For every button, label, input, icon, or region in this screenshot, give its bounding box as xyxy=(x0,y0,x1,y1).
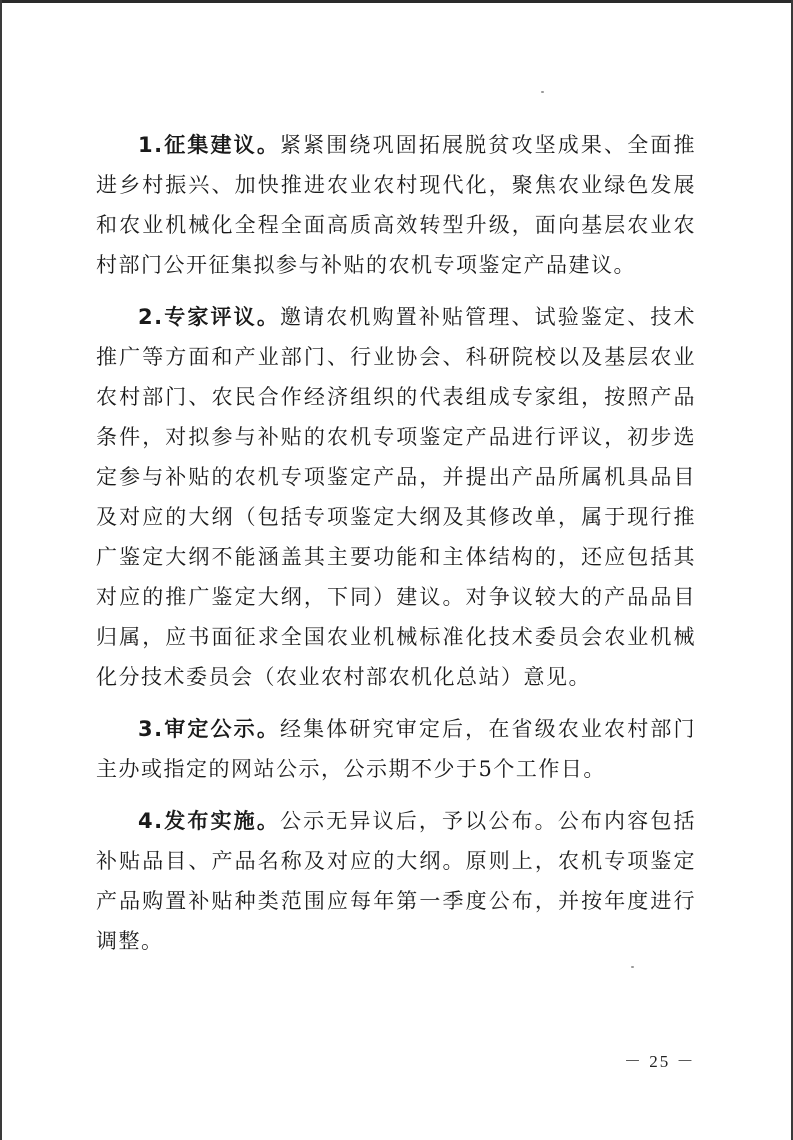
paragraph-publish-implement xyxy=(96,801,696,961)
paragraph-text: 紧紧围绕巩固拓展脱贫攻坚成果、全面推进乡村振兴、加快推进农业农村现代化，聚焦农业绿色发展和农业机械化全程全面高质高效转型升级，面向基层农业农村部门公开征集拟参与补贴的农机专项鉴定产品建议。 xyxy=(96,133,697,277)
paragraph-text: 邀请农机购置补贴管理、试验鉴定、技术推广等方面和产业部门、行业协会、科研院校以及基层农业农村部门、农民合作经济组织的代表组成专家组，按照产品条件，对拟参与补贴的农机专项鉴定产品进行评议，初步选定参与补贴的农机专项鉴定产品，并提出产品所属机具品目及对应的大纲（包括专项鉴定大纲及其修改单，属于现行推广鉴定大纲不能涵盖其主要功能和主体结构的，还应包括其对应的推广鉴定大纲，下同）建议。对争议较大的产品品目归属，应书面征求全国农业机械标准化技术委员会农业机械化分技术委员会（农业农村部农机化总站）意见。 xyxy=(96,305,697,689)
paragraph-collect-suggestions xyxy=(96,125,696,285)
page-number: － 25 － xyxy=(624,1052,696,1071)
paragraph-heading: 2.专家评议。 xyxy=(138,305,280,329)
scan-speck xyxy=(541,91,544,93)
paragraph-heading: 3.审定公示。 xyxy=(138,717,280,741)
paragraph-heading: 1.征集建议。 xyxy=(138,133,280,157)
paragraph-heading: 4.发布实施。 xyxy=(138,809,280,833)
paragraph-text: 公示无异议后，予以公布。公布内容包括补贴品目、产品名称及对应的大纲。原则上，农机专项鉴定产品购置补贴种类范围应每年第一季度公布，并按年度进行调整。 xyxy=(96,809,697,953)
scan-edge-top xyxy=(0,0,793,3)
paragraph-expert-review xyxy=(96,297,696,697)
paragraph-review-publicity xyxy=(96,709,696,789)
document-body xyxy=(96,125,696,973)
paragraph-text: 经集体研究审定后，在省级农业农村部门主办或指定的网站公示，公示期不少于5个工作日。 xyxy=(96,717,697,781)
scan-edge-left xyxy=(0,0,2,1140)
